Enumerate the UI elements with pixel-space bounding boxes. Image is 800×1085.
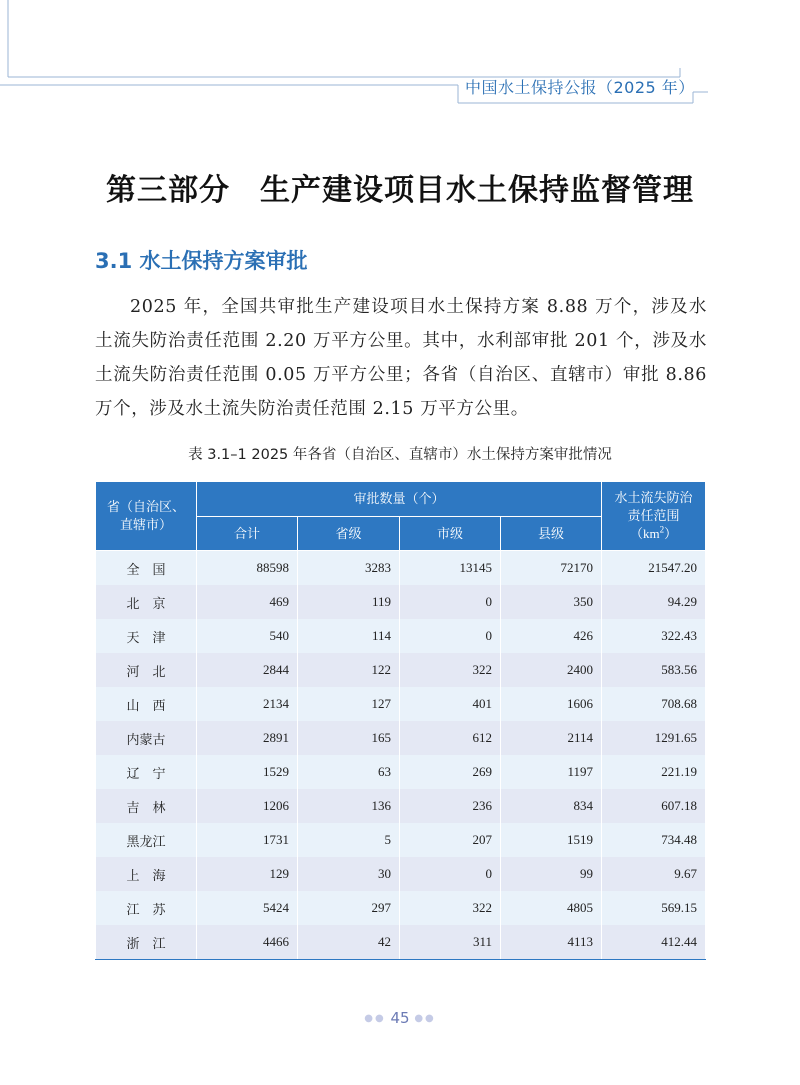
cell-province: 内蒙古 [96, 721, 197, 755]
approval-table [95, 481, 706, 960]
part-title [0, 165, 800, 209]
cell-total: 4466 [197, 925, 298, 960]
running-header-title: 中国水土保持公报（2025 年） [465, 78, 695, 97]
cell-area: 1291.65 [602, 721, 706, 755]
page-number [0, 1009, 800, 1027]
header-provincial: 省级 [298, 517, 400, 551]
cell-area: 221.19 [602, 755, 706, 789]
cell-provincial: 42 [298, 925, 400, 960]
page-dots-left-icon: ●● [364, 1013, 386, 1024]
cell-province: 河 北 [96, 653, 197, 687]
cell-total: 1731 [197, 823, 298, 857]
table-row [96, 551, 706, 586]
cell-city: 401 [400, 687, 501, 721]
cell-total: 1206 [197, 789, 298, 823]
part-label: 第三部分 [106, 173, 230, 208]
cell-province: 北 京 [96, 585, 197, 619]
header-count-group: 审批数量（个） [197, 482, 602, 517]
cell-provincial: 122 [298, 653, 400, 687]
cell-area: 322.43 [602, 619, 706, 653]
header-county: 县级 [501, 517, 602, 551]
cell-county: 4113 [501, 925, 602, 960]
cell-city: 322 [400, 653, 501, 687]
cell-province: 山 西 [96, 687, 197, 721]
cell-total: 5424 [197, 891, 298, 925]
cell-province: 江 苏 [96, 891, 197, 925]
header-area-unit: （km [629, 526, 660, 541]
cell-city: 207 [400, 823, 501, 857]
table-caption: 表 3.1–1 2025 年各省（自治区、直辖市）水土保持方案审批情况 [188, 447, 612, 463]
page-number-value: 45 [390, 1009, 410, 1027]
cell-county: 1519 [501, 823, 602, 857]
cell-city: 236 [400, 789, 501, 823]
part-text: 生产建设项目水土保持监督管理 [260, 173, 694, 208]
cell-provincial: 3283 [298, 551, 400, 586]
cell-city: 612 [400, 721, 501, 755]
cell-city: 311 [400, 925, 501, 960]
table-row [96, 925, 706, 960]
cell-county: 1606 [501, 687, 602, 721]
cell-province: 天 津 [96, 619, 197, 653]
cell-provincial: 119 [298, 585, 400, 619]
cell-city: 269 [400, 755, 501, 789]
cell-province: 浙 江 [96, 925, 197, 960]
cell-total: 540 [197, 619, 298, 653]
cell-area: 412.44 [602, 925, 706, 960]
table-row [96, 619, 706, 653]
cell-total: 469 [197, 585, 298, 619]
header-area-unit-sup: 2 [659, 524, 665, 535]
header-province: 省（自治区、直辖市） [96, 482, 197, 551]
cell-provincial: 165 [298, 721, 400, 755]
cell-county: 2114 [501, 721, 602, 755]
cell-province: 全 国 [96, 551, 197, 586]
table-row [96, 721, 706, 755]
cell-provincial: 5 [298, 823, 400, 857]
header-area-unit-close: ） [664, 526, 678, 541]
cell-area: 583.56 [602, 653, 706, 687]
cell-county: 99 [501, 857, 602, 891]
table-row [96, 891, 706, 925]
cell-province: 辽 宁 [96, 755, 197, 789]
cell-provincial: 297 [298, 891, 400, 925]
header-area-label: 水土流失防治责任范围 [614, 490, 693, 523]
cell-total: 2844 [197, 653, 298, 687]
page-dots-right-icon: ●● [414, 1013, 436, 1024]
cell-provincial: 136 [298, 789, 400, 823]
cell-area: 9.67 [602, 857, 706, 891]
body-paragraph: 2025 年，全国共审批生产建设项目水土保持方案 8.88 万个，涉及水土流失防治责任范围 2.20 万平方公里。其中，水利部审批 201 个，涉及水土流失防治责任范围 0.05 万平方公里；各省（自治区、直辖市）审批 8.86 万个，涉及水土流失防治责任范围 2.15 万平方公里。 [95, 297, 707, 419]
cell-city: 0 [400, 585, 501, 619]
table-row [96, 857, 706, 891]
cell-county: 426 [501, 619, 602, 653]
cell-county: 1197 [501, 755, 602, 789]
table-row [96, 585, 706, 619]
cell-city: 13145 [400, 551, 501, 586]
cell-total: 129 [197, 857, 298, 891]
cell-area: 569.15 [602, 891, 706, 925]
cell-total: 2891 [197, 721, 298, 755]
table-row [96, 789, 706, 823]
cell-area: 607.18 [602, 789, 706, 823]
table-row [96, 755, 706, 789]
section-title: 3.1 水土保持方案审批 [95, 249, 308, 273]
cell-provincial: 63 [298, 755, 400, 789]
cell-area: 94.29 [602, 585, 706, 619]
cell-city: 322 [400, 891, 501, 925]
cell-county: 834 [501, 789, 602, 823]
cell-county: 4805 [501, 891, 602, 925]
cell-city: 0 [400, 619, 501, 653]
cell-total: 1529 [197, 755, 298, 789]
table-row [96, 653, 706, 687]
cell-total: 88598 [197, 551, 298, 586]
cell-county: 72170 [501, 551, 602, 586]
header-city: 市级 [400, 517, 501, 551]
cell-province: 上 海 [96, 857, 197, 891]
cell-province: 吉 林 [96, 789, 197, 823]
cell-city: 0 [400, 857, 501, 891]
header-area [602, 482, 706, 551]
cell-province: 黑龙江 [96, 823, 197, 857]
cell-county: 2400 [501, 653, 602, 687]
cell-provincial: 127 [298, 687, 400, 721]
cell-area: 734.48 [602, 823, 706, 857]
cell-area: 708.68 [602, 687, 706, 721]
cell-county: 350 [501, 585, 602, 619]
table-row [96, 687, 706, 721]
cell-area: 21547.20 [602, 551, 706, 586]
header-total: 合计 [197, 517, 298, 551]
cell-provincial: 30 [298, 857, 400, 891]
table-row [96, 823, 706, 857]
cell-total: 2134 [197, 687, 298, 721]
cell-provincial: 114 [298, 619, 400, 653]
